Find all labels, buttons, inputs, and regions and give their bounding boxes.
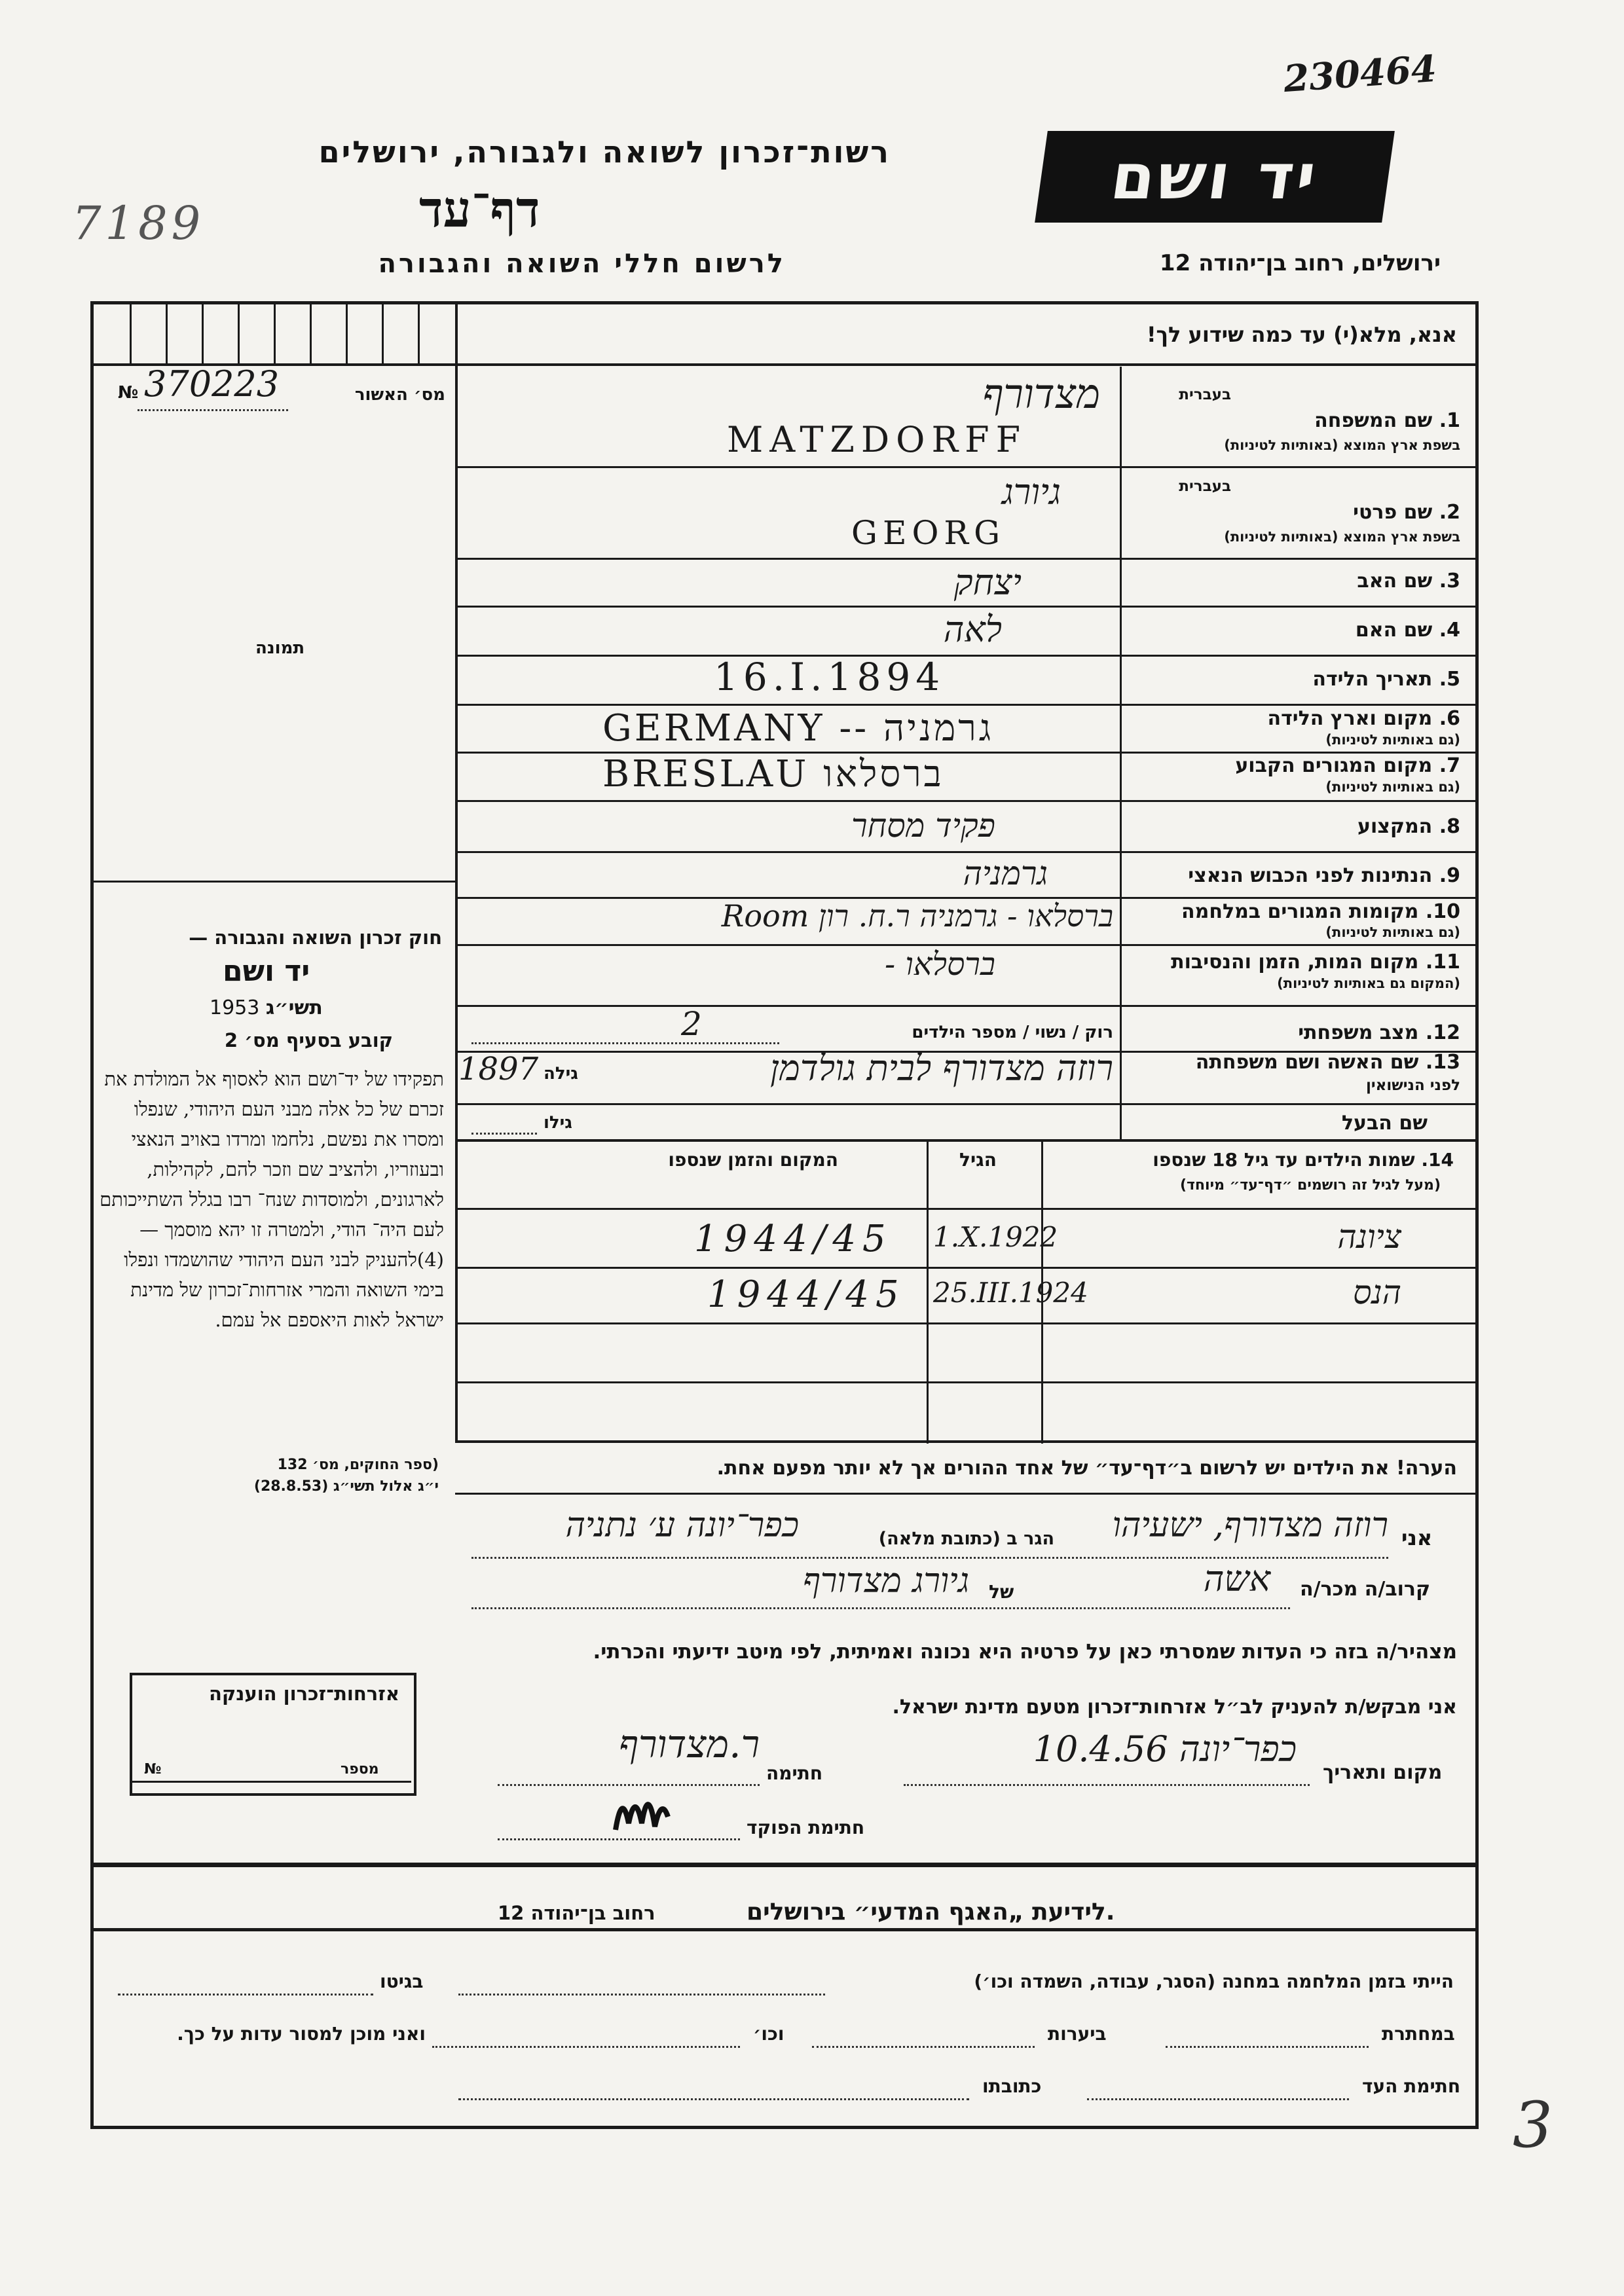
- field-3-label: [1153, 570, 1460, 592]
- footer-line2-a: במחתרת: [1382, 2023, 1455, 2045]
- field-5-num: 5.: [1439, 668, 1460, 691]
- field-10-value[interactable]: ברסלאו - גרמניה ר.ח. רון Room: [721, 898, 1113, 934]
- decl-signature-label: חתימה: [766, 1762, 823, 1784]
- law-name: יד ושם: [223, 955, 310, 988]
- field-9-num: 9.: [1439, 864, 1460, 887]
- law-year: [210, 996, 323, 1019]
- field-7-label: [1153, 754, 1460, 777]
- field-9-label: [1153, 864, 1460, 887]
- field-10-num: 10.: [1425, 900, 1460, 923]
- law-year-he: תשי״ג: [265, 996, 323, 1019]
- field-1-value-lat[interactable]: MATZDORFF: [727, 419, 1027, 460]
- field-2-num: 2.: [1439, 501, 1460, 524]
- field-2-text: שם פרטי: [1353, 501, 1433, 524]
- footer-line3-b: כתובתו: [982, 2075, 1042, 2097]
- form-instruction: אנא, מלא(י) עד כמה שידוע לך!: [1146, 322, 1457, 347]
- field-husband-age-label: גילו: [544, 1113, 572, 1133]
- field-5-value[interactable]: 16.I.1894: [714, 655, 946, 699]
- child-place[interactable]: 1944/45: [707, 1273, 906, 1316]
- field-1-label: [1153, 409, 1460, 432]
- decl-clerk-label: חתימת הפוקד: [747, 1817, 865, 1838]
- child-age[interactable]: 25.III.1924: [933, 1277, 1088, 1309]
- footer-line1-b: בגיטו: [380, 1971, 424, 1992]
- children-header-num: 14.: [1421, 1149, 1454, 1171]
- decl-residing-value[interactable]: כפר־יונה ע׳ נתניה: [565, 1506, 799, 1545]
- field-10-label: [1153, 900, 1460, 923]
- field-9-value[interactable]: גרמניה: [963, 854, 1048, 892]
- field-1-value-he[interactable]: מצדורף: [982, 370, 1100, 418]
- field-4-num: 4.: [1439, 619, 1460, 642]
- field-11-sub: (המקום גם באותיות לטיניות): [1277, 975, 1460, 991]
- decl-statement: מצהיר/ה בזה כי העדות שמסרתי כאן על פרטיה היא נכונה ואמיתית, לפי מיטב ידיעתי והכרתי.: [593, 1640, 1457, 1664]
- children-header-sub: (מעל לגיל זה רושמים ״דף־עד״ מיוחד): [1179, 1177, 1441, 1194]
- decl-request: אני מבקש/ת להעניק לב״ל אזרחות־זכרון מטעם מדינת ישראל.: [892, 1696, 1457, 1719]
- field-5-text: תאריך הלידה: [1312, 668, 1433, 691]
- footer-address: רחוב בן־יהודה 12: [498, 1902, 655, 1924]
- law-section: קובע בסעיף מס׳ 2: [224, 1029, 393, 1051]
- children-note: הערה! את הילדים יש לרשום ב״דף־עד״ של אחד ההורים אך לא יותר מפעם אחת.: [716, 1457, 1457, 1480]
- child-name[interactable]: ציונה: [1337, 1218, 1401, 1256]
- children-header-place: המקום והזמן שנספו: [668, 1149, 838, 1171]
- field-7-value[interactable]: BRESLAU ברסלאו: [602, 753, 944, 795]
- footer-line3-a: חתימת העד: [1362, 2075, 1461, 2097]
- approval-label: מס׳ האשור: [354, 385, 445, 405]
- decl-relative-value[interactable]: אשה: [1203, 1558, 1270, 1599]
- decl-i-label: אני: [1401, 1525, 1433, 1550]
- field-6-value[interactable]: GERMANY -- גרמניה: [602, 707, 994, 750]
- field-6-num: 6.: [1439, 707, 1460, 730]
- field-11-num: 11.: [1425, 951, 1460, 974]
- field-2-value-he[interactable]: גיורג: [1001, 471, 1061, 513]
- footer-line1-a: הייתי בזמן המלחמה במחנה (הסגר, עבודה, השמדה וכו׳): [974, 1971, 1454, 1992]
- field-6-sub: (גם באותיות לטיניות): [1325, 732, 1460, 748]
- child-place[interactable]: 1944/45: [694, 1218, 893, 1260]
- footer-line2-c: וכו׳: [753, 2023, 784, 2045]
- field-6-label: [1153, 707, 1460, 730]
- hebrew-label-2: בעברית: [1179, 478, 1231, 495]
- yad-vashem-logo: יד ושם: [1035, 131, 1395, 223]
- authority-name: רשות־זכרון לשואה ולגבורה, ירושלים: [318, 134, 891, 170]
- field-8-value[interactable]: פקיד מסחר: [851, 807, 995, 845]
- field-8-num: 8.: [1439, 815, 1460, 838]
- field-13-text: שם האשה ושם משפחתה: [1195, 1051, 1419, 1074]
- field-12-label: [1153, 1021, 1460, 1044]
- field-13-age-value[interactable]: 1897: [458, 1051, 539, 1087]
- citizenship-number-label: מספר: [341, 1761, 379, 1777]
- approval-number[interactable]: 370223: [144, 363, 280, 405]
- field-7-text: מקום המגורים הקבוע: [1235, 754, 1433, 777]
- field-13-label: [1153, 1051, 1460, 1074]
- field-9-text: הנתינות לפני הכבוש הנאצי: [1188, 864, 1433, 887]
- hebrew-label-1: בעברית: [1179, 386, 1231, 403]
- decl-of-value[interactable]: גיורג מצדורף: [802, 1561, 969, 1601]
- field-6-text: מקום וארץ הלידה: [1267, 707, 1433, 730]
- photo-label: תמונה: [255, 638, 305, 658]
- stamp-number: 230464: [1282, 46, 1438, 101]
- footer-line2-b: ביערות: [1048, 2023, 1107, 2045]
- field-3-text: שם האב: [1357, 570, 1433, 592]
- address: ירושלים, רחוב בן־יהודה 12: [1159, 250, 1441, 276]
- field-4-label: [1153, 619, 1460, 642]
- decl-i-value[interactable]: רוזה מצדורף, ישעיהו: [1112, 1506, 1388, 1545]
- field-13-num: 13.: [1425, 1051, 1460, 1074]
- field-2-label: [1153, 501, 1460, 524]
- field-10-text: מקומות המגורים במלחמה: [1181, 900, 1419, 923]
- form-number-handwritten: 7189: [72, 196, 205, 250]
- children-header-names: [1048, 1149, 1454, 1171]
- decl-place-date-value[interactable]: כפר־יונה 10.4.56: [1033, 1728, 1297, 1770]
- field-1-num: 1.: [1439, 409, 1460, 432]
- field-12-text: מצב משפחתי: [1298, 1021, 1419, 1044]
- field-4-value[interactable]: לאה: [943, 609, 1002, 650]
- field-10-sub: (גם באותיות לטיניות): [1325, 924, 1460, 940]
- clerk-signature-mark: [609, 1777, 681, 1850]
- law-source-1: (ספר החוקים, מס׳ 132: [277, 1457, 439, 1473]
- field-12-num: 12.: [1425, 1021, 1460, 1044]
- footer-title: לידיעת „האגף המדעי״ בירושלים.: [747, 1899, 1115, 1925]
- law-source-2: י״ג אלול תשי״ג (28.8.53): [253, 1478, 439, 1495]
- law-title: חוק זכרון השואה והגבורה —: [189, 926, 442, 949]
- field-1-sub: בשפת ארץ המוצא (באותיות לטיניות): [1224, 437, 1460, 453]
- field-13-sub: לפני הנישואין: [1366, 1077, 1460, 1094]
- citizenship-box-title: אזרחות־זכרון הוענקה: [208, 1683, 399, 1705]
- field-7-num: 7.: [1439, 754, 1460, 777]
- approval-prefix: №: [118, 383, 139, 403]
- children-header-text: שמות הילדים עד גיל 18 שנספו: [1153, 1149, 1415, 1171]
- field-1-text: שם המשפחה: [1314, 409, 1433, 432]
- field-2-sub: בשפת ארץ המוצא (באותיות לטיניות): [1224, 529, 1460, 545]
- footer-line2-d: ואני מוכן למסור עדות על כך.: [177, 2023, 426, 2045]
- form-subtitle: לרשום חללי השואה והגבורה: [378, 249, 786, 279]
- decl-place-date-label: מקום ותאריך: [1323, 1761, 1443, 1784]
- decl-residing-label: הגר ב (כתובת מלאה): [878, 1529, 1054, 1549]
- law-year-number: 1953: [210, 996, 260, 1019]
- field-12-mid: רוק / נשוי / מספר הילדים: [912, 1023, 1113, 1042]
- field-5-label: [1153, 668, 1460, 691]
- child-name[interactable]: הנס: [1353, 1273, 1401, 1311]
- field-11-text: מקום המות, הזמן והנסיבות: [1171, 951, 1419, 974]
- field-11-label: [1153, 951, 1460, 974]
- citizenship-number-prefix: №: [144, 1761, 162, 1777]
- field-8-label: [1153, 815, 1460, 838]
- field-8-text: המקצוע: [1357, 815, 1433, 838]
- field-13-age-label: גילה: [544, 1064, 578, 1084]
- field-12-value[interactable]: 2: [681, 1005, 702, 1043]
- field-husband-label: שם הבעל: [1341, 1112, 1428, 1135]
- field-11-value[interactable]: ברסלאו -: [884, 946, 995, 983]
- decl-of-label: של: [989, 1581, 1014, 1603]
- field-13-value[interactable]: רוזה מצדורף לבית גולדמן: [770, 1048, 1113, 1089]
- field-7-sub: (גם באותיות לטיניות): [1325, 779, 1460, 795]
- field-2-value-lat[interactable]: GEORG: [851, 514, 1006, 552]
- decl-signature-value[interactable]: ר.מצדורף: [618, 1722, 760, 1766]
- field-4-text: שם האם: [1355, 619, 1433, 642]
- form-title: דף־עד: [419, 180, 540, 238]
- field-3-value[interactable]: יצחק: [953, 562, 1022, 603]
- children-header-age: הגיל: [959, 1149, 997, 1171]
- child-age[interactable]: 1.X.1922: [933, 1221, 1058, 1253]
- law-body: תפקידו של יד־ושם הוא לאסוף אל המולדת את זכרם של כל אלה מבני העם היהודי, שנפלו ומסרו את נפשם, נלחמו ומרדו באויב הנאצי ובעוזריו, ולהציב שם וזכר להם, לקהילות, לארגונים, ולמוסדות שנח־ רבו בגלל השתייכותם לעם היה־ הודי, ולמטרה זו יהא מוסמך — (4)להעניק לבני העם היהודי שהושמדו ונפלו בימי השואה והמרי אזרחות־זכרון של מדינת ישראל לאות היאספם אל עמם.: [100, 1068, 444, 1331]
- decl-relative-label: קרוב/ה מכר/ה: [1300, 1578, 1431, 1601]
- field-3-num: 3.: [1439, 570, 1460, 592]
- page-mark: 3: [1513, 2088, 1553, 2162]
